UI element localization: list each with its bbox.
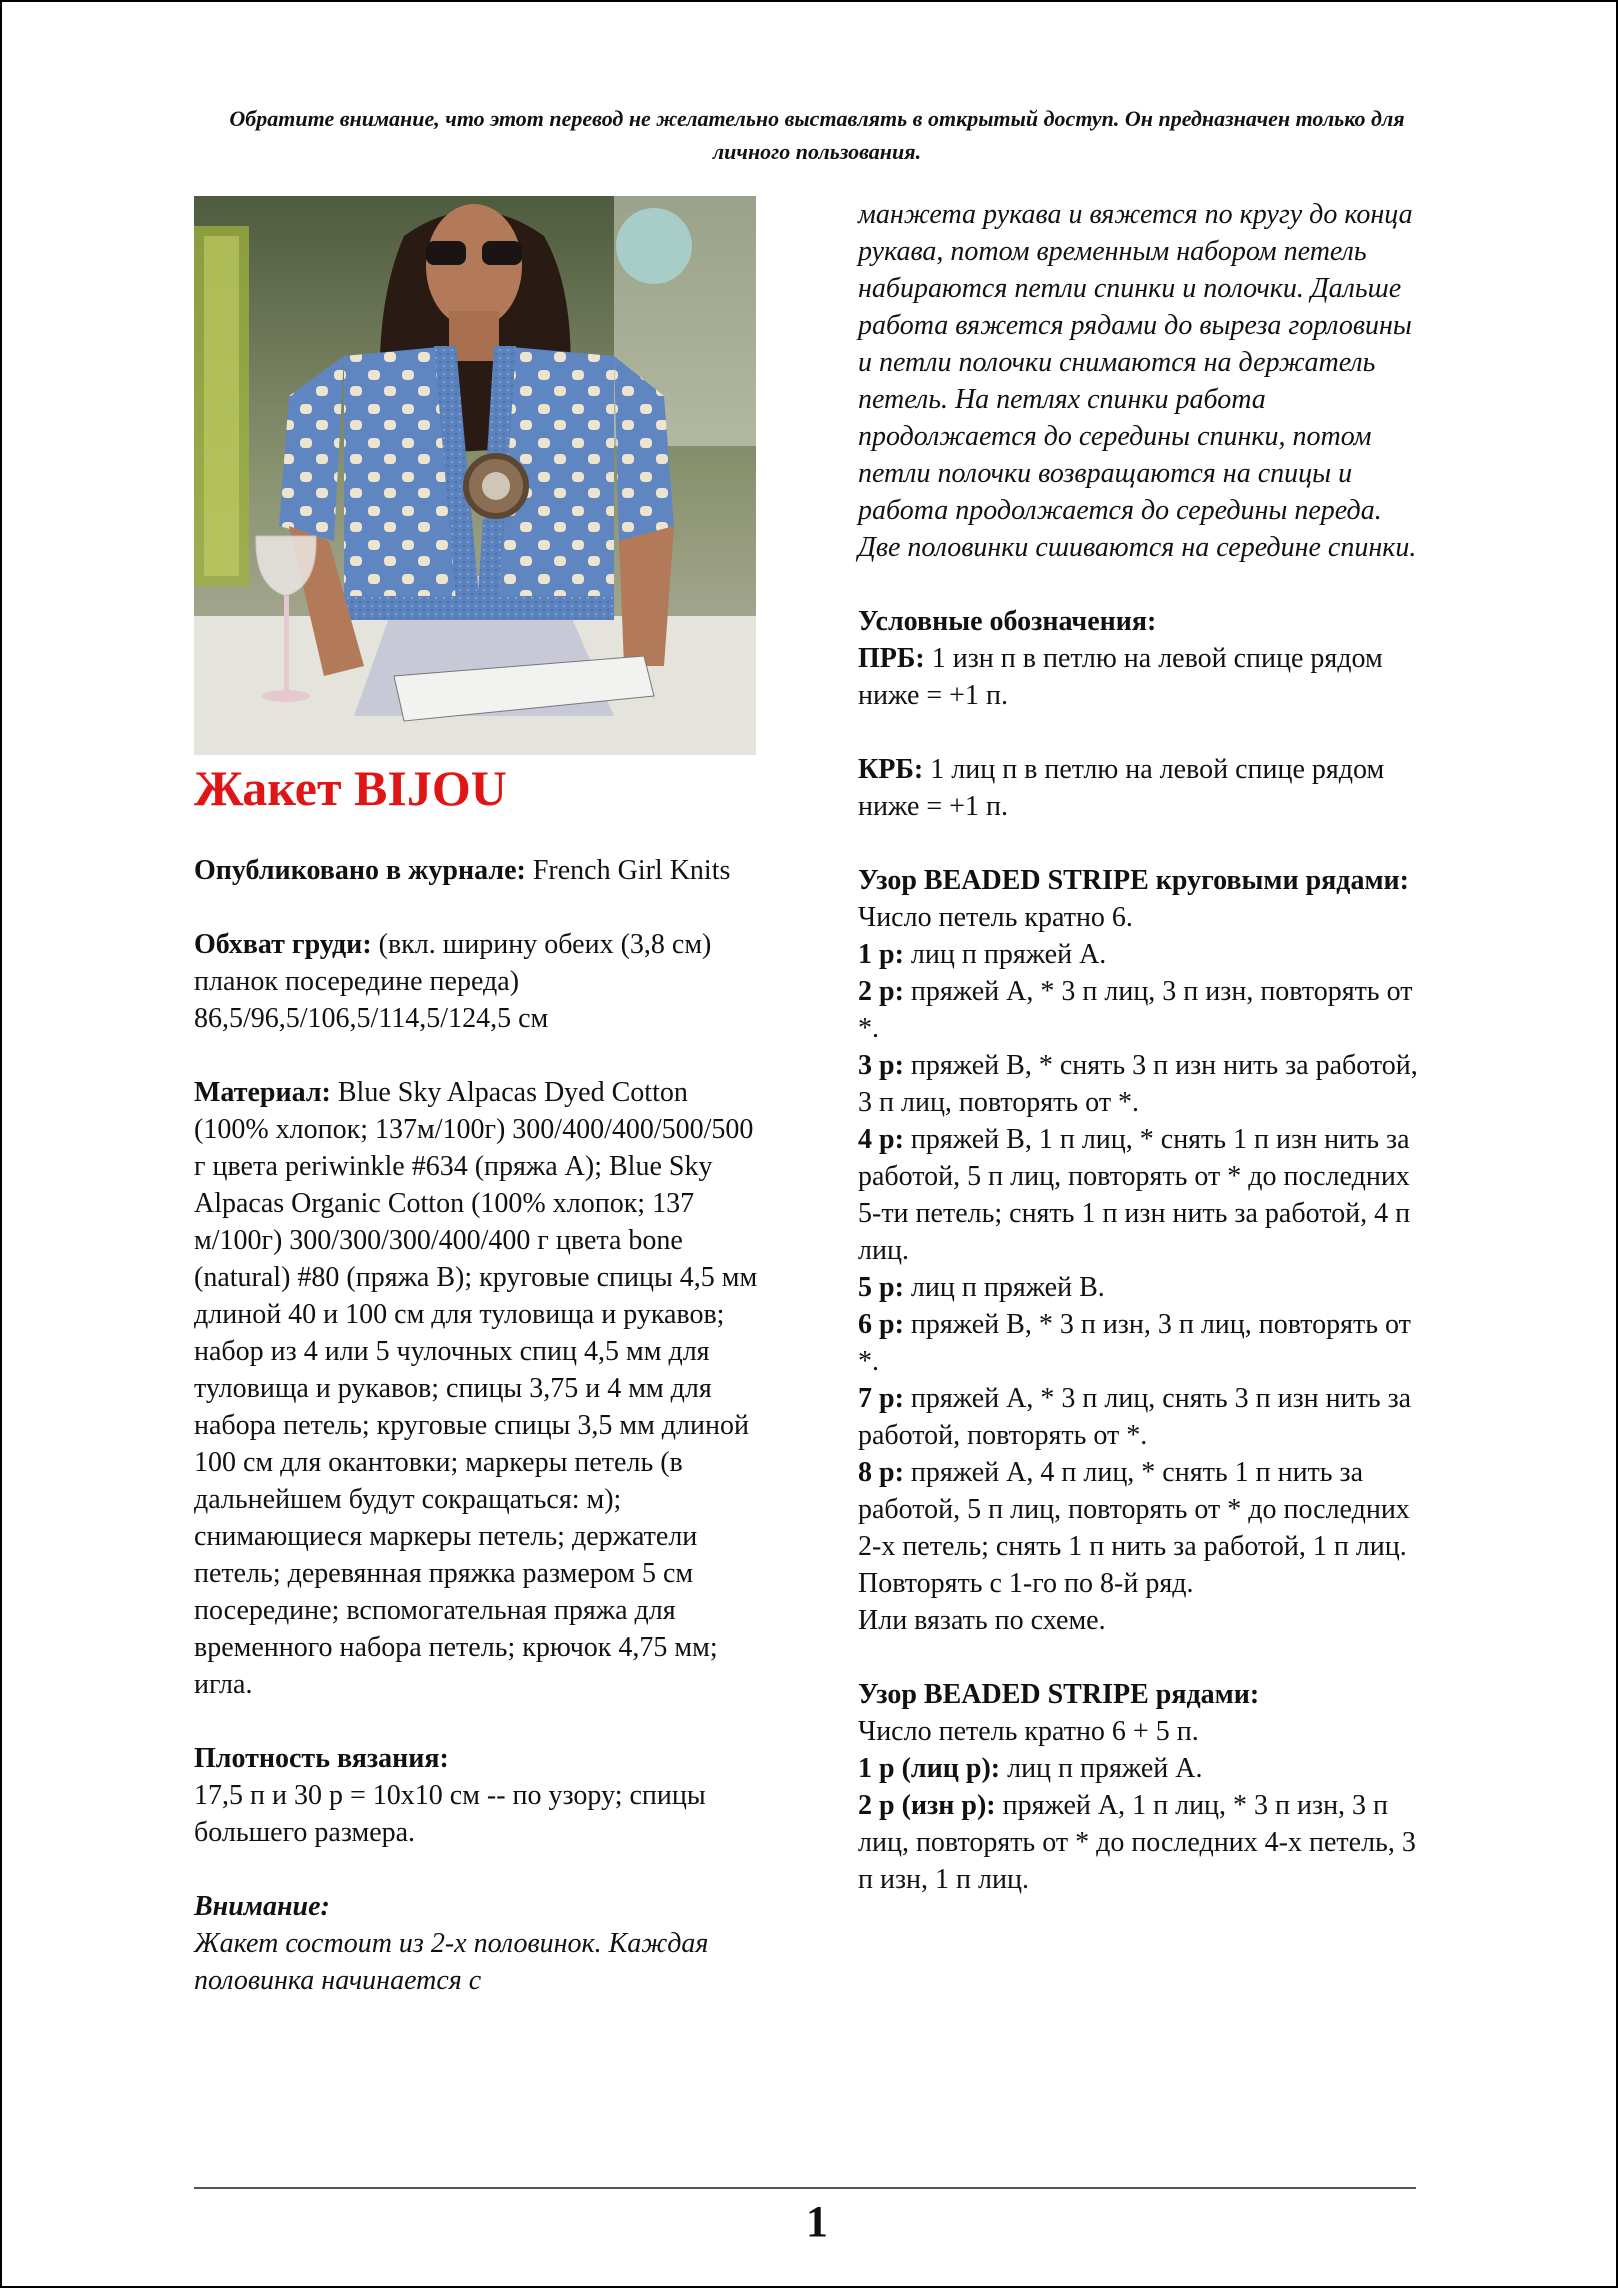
flat-pattern-title: Узор BEADED STRIPE рядами: xyxy=(858,1679,1260,1710)
round-pattern-section xyxy=(858,862,1428,1639)
flat-pattern-section xyxy=(858,1676,1428,1898)
gauge-section xyxy=(194,1740,764,1851)
round-row: 4 р: пряжей В, 1 п лиц, * снять 1 п изн нить за работой, 5 п лиц, повторять от * до последних 5-ти петель; снять 1 п изн нить за работой, 4 п лиц. xyxy=(858,1124,1411,1266)
round-pattern-multiple: Число петель кратно 6. xyxy=(858,902,1133,933)
attention-text: Жакет состоит из 2-х половинок. Каждая половинка начинается с xyxy=(194,1928,709,1996)
legend-krb-text: 1 лиц п в петлю на левой спице рядом ниже = +1 п. xyxy=(858,754,1385,822)
published-section xyxy=(194,852,764,889)
round-row: 3 р: пряжей В, * снять 3 п изн нить за работой, 3 п лиц, повторять от *. xyxy=(858,1050,1418,1118)
bust-label: Обхват груди: xyxy=(194,929,372,960)
round-pattern-title: Узор BEADED STRIPE круговыми рядами: xyxy=(858,865,1410,896)
notice-text: Обратите внимание, что этот перевод не желательно выставлять в открытый доступ. Он предназначен только для личного пользования. xyxy=(229,106,1405,164)
material-section xyxy=(194,1074,764,1703)
published-label: Опубликовано в журнале: xyxy=(194,855,526,886)
gauge-value: 17,5 п и 30 р = 10х10 см -- по узору; спицы большего размера. xyxy=(194,1780,706,1848)
bust-value: (вкл. ширину обеих (3,8 см) планок посередине переда) 86,5/96,5/106,5/114,5/124,5 см xyxy=(194,929,712,1034)
pattern-title: Жакет BIJOU xyxy=(194,760,507,816)
round-pattern-repeat: Повторять с 1-го по 8-й ряд. xyxy=(858,1568,1194,1599)
round-pattern-chart-note: Или вязать по схеме. xyxy=(858,1605,1106,1636)
legend-krb-label: КРБ: xyxy=(858,754,924,785)
attention-section xyxy=(194,1888,764,1999)
flat-pattern-multiple: Число петель кратно 6 + 5 п. xyxy=(858,1716,1199,1747)
right-column xyxy=(858,196,1428,1898)
legend-title: Условные обозначения: xyxy=(858,606,1157,637)
legend-krb-section xyxy=(858,751,1428,825)
gauge-label: Плотность вязания: xyxy=(194,1743,449,1774)
attention-label: Внимание: xyxy=(194,1891,330,1922)
product-photo xyxy=(194,196,756,755)
legend-prb-text: 1 изн п в петлю на левой спице рядом ниже = +1 п. xyxy=(858,643,1383,711)
page-number: 1 xyxy=(806,2197,828,2246)
round-row: 5 р: лиц п пряжей В. xyxy=(858,1272,1105,1303)
footer-divider xyxy=(194,2187,1416,2189)
legend-section xyxy=(858,603,1428,714)
material-label: Материал: xyxy=(194,1077,331,1108)
legend-prb-label: ПРБ: xyxy=(858,643,925,674)
flat-row: 1 р (лиц р): лиц п пряжей А. xyxy=(858,1753,1203,1784)
round-row: 8 р: пряжей А, 4 п лиц, * снять 1 п нить за работой, 5 п лиц, повторять от * до последних 2-х петель; снять 1 п нить за работой, 1 п лиц. xyxy=(858,1457,1410,1562)
round-row: 2 р: пряжей А, * 3 п лиц, 3 п изн, повторять от *. xyxy=(858,976,1413,1044)
round-row: 6 р: пряжей В, * 3 п изн, 3 п лиц, повторять от *. xyxy=(858,1309,1411,1377)
round-row: 7 р: пряжей А, * 3 п лиц, снять 3 п изн нить за работой, повторять от *. xyxy=(858,1383,1412,1451)
left-column xyxy=(194,752,764,1999)
published-value: French Girl Knits xyxy=(532,855,731,886)
round-row: 1 р: лиц п пряжей А. xyxy=(858,939,1107,970)
attention-continued: манжета рукава и вяжется по кругу до конца рукава, потом временным набором петель набираются петли спинки и полочки. Дальше работа вяжется рядами до выреза горловины и петли полочки снимаются на держатель петель. На петлях спинки работа продолжается до середины спинки, потом петли полочки возвращаются на спицы и работа продолжается до середины переда. Две половинки сшиваются на середине спинки. xyxy=(858,199,1417,563)
bust-section xyxy=(194,926,764,1037)
flat-row: 2 р (изн р): пряжей А, 1 п лиц, * 3 п изн, 3 п лиц, повторять от * до последних 4-х петель, 3 п изн, 1 п лиц. xyxy=(858,1790,1416,1895)
material-value: Blue Sky Alpacas Dyed Cotton (100% хлопок; 137м/100г) 300/400/400/500/500 г цвета periwinkle #634 (пряжа А); Blue Sky Alpacas Organic Cotton (100% хлопок; 137 м/100г) 300/300/300/400/400 г цвета bone (natural) #80 (пряжа В); круговые спицы 4,5 мм длиной 40 и 100 см для туловища и рукавов; набор из 4 или 5 чулочных спиц 4,5 мм для туловища и рукавов; спицы 3,75 и 4 мм для набора петель; круговые спицы 3,5 мм длиной 100 см для окантовки; маркеры петель (в дальнейшем будут сокращаться: м); снимающиеся маркеры петель; держатели петель; деревянная пряжка размером 5 см посередине; вспомогательная пряжа для временного набора петель; крючок 4,75 мм; игла. xyxy=(194,1077,758,1700)
